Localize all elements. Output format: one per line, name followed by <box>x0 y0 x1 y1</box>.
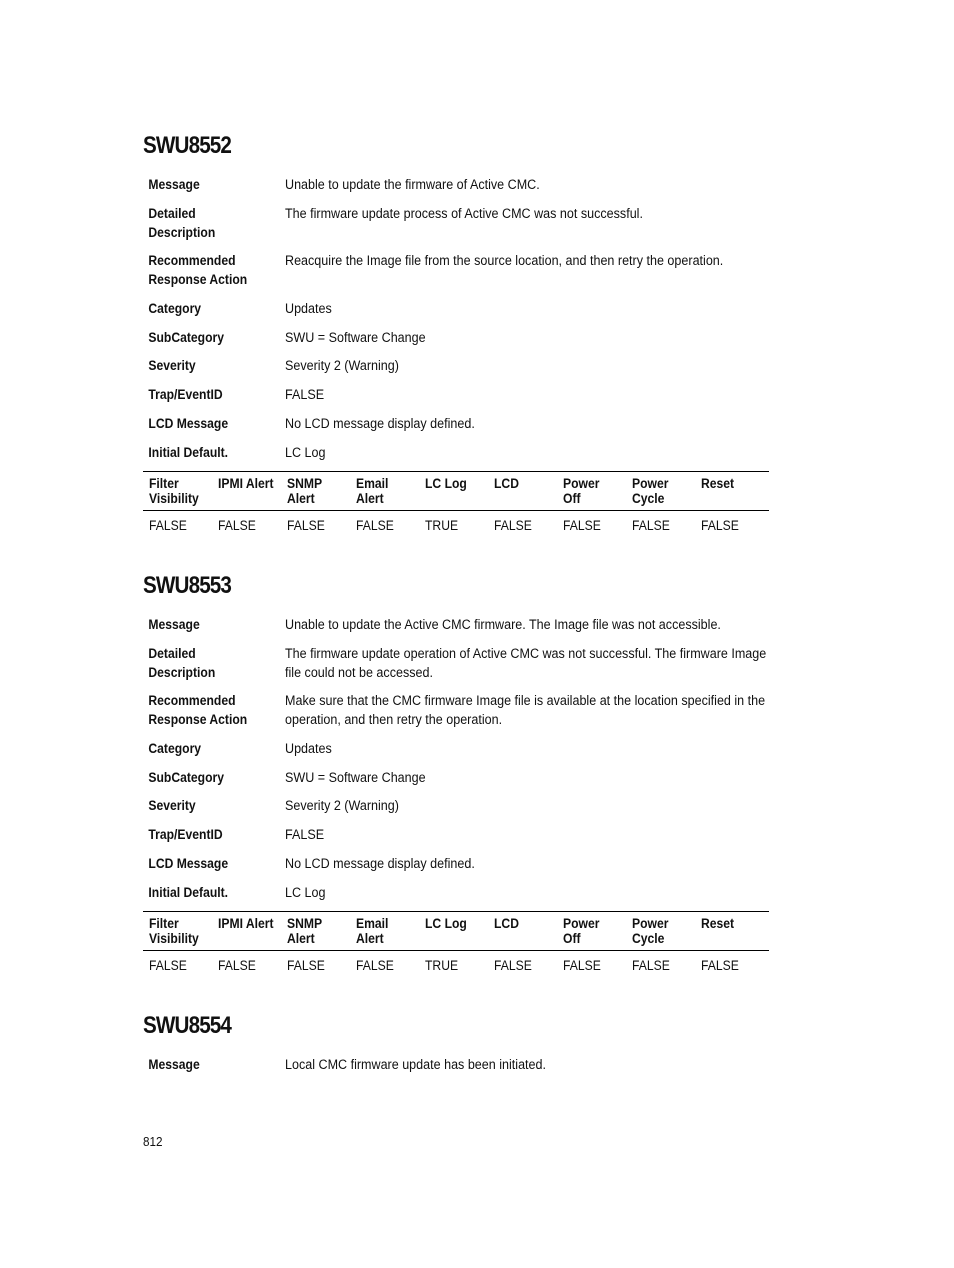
field-list <box>143 615 813 902</box>
field-label: Initial Default. <box>148 444 229 460</box>
field-value: Severity 2 (Warning) <box>285 798 399 814</box>
field-label: Detailed Description <box>148 205 216 240</box>
filter-value: FALSE <box>632 958 670 974</box>
filter-value: FALSE <box>356 518 394 534</box>
page-number: 812 <box>143 1134 163 1149</box>
field-label: Trap/EventID <box>148 387 223 403</box>
field-row <box>143 443 813 462</box>
field-row <box>143 1055 813 1074</box>
field-value: Reacquire the Image file from the source location, and then retry the operation. <box>285 253 724 269</box>
filter-header: LC Log <box>419 472 488 511</box>
field-row <box>143 356 813 375</box>
field-value: SWU = Software Change <box>285 769 426 785</box>
field-value: Make sure that the CMC firmware Image file is available at the location specified in the operation, and then retry the operation. <box>285 693 766 728</box>
filter-value: FALSE <box>563 958 601 974</box>
filter-value: FALSE <box>287 958 325 974</box>
section-title: SWU8552 <box>143 132 232 159</box>
filter-value-row <box>143 511 769 536</box>
filter-header: Power Cycle <box>626 472 695 511</box>
field-list <box>143 1055 813 1074</box>
field-value: Local CMC firmware update has been initiated. <box>285 1057 547 1072</box>
field-row <box>143 251 813 289</box>
field-row <box>143 204 813 242</box>
field-row <box>143 768 813 787</box>
field-row <box>143 796 813 815</box>
filter-header: Power Off <box>557 472 626 511</box>
field-label: SubCategory <box>148 769 225 785</box>
field-value: The firmware update operation of Active CMC was not successful. The firmware Image file could not be accessed. <box>285 645 767 680</box>
filter-value: FALSE <box>632 518 670 534</box>
field-value: Updates <box>285 301 332 317</box>
field-row <box>143 825 813 844</box>
field-label: LCD Message <box>148 855 229 871</box>
field-label: Message <box>148 617 200 632</box>
field-row <box>143 615 813 634</box>
filter-header: Reset <box>695 472 769 511</box>
filter-value: FALSE <box>218 518 256 534</box>
field-row <box>143 414 813 433</box>
field-value: Severity 2 (Warning) <box>285 358 399 374</box>
field-label: LCD Message <box>148 415 229 431</box>
field-row <box>143 385 813 404</box>
section-title: SWU8554 <box>143 1012 232 1039</box>
field-value: LC Log <box>285 444 326 460</box>
filter-table <box>143 471 769 535</box>
field-value: Unable to update the firmware of Active CMC. <box>285 177 540 192</box>
field-row <box>143 328 813 347</box>
field-row <box>143 644 813 682</box>
field-label: Recommended Response Action <box>148 253 248 288</box>
filter-header: IPMI Alert <box>212 472 281 511</box>
filter-header-row <box>143 472 769 511</box>
filter-value: TRUE <box>425 958 459 974</box>
filter-header: Filter Visibility <box>143 472 212 511</box>
filter-table <box>143 911 769 975</box>
filter-header: LCD <box>488 472 557 511</box>
field-value: LC Log <box>285 884 326 900</box>
filter-header: Filter Visibility <box>143 912 212 951</box>
field-value: SWU = Software Change <box>285 329 426 345</box>
field-label: Message <box>148 177 200 192</box>
section-swu8554 <box>143 1011 813 1084</box>
filter-header: IPMI Alert <box>212 912 281 951</box>
field-row <box>143 691 813 729</box>
field-label: SubCategory <box>148 329 225 345</box>
field-value: The firmware update process of Active CMC was not successful. <box>285 205 643 221</box>
filter-header: Power Off <box>557 912 626 951</box>
filter-header: LCD <box>488 912 557 951</box>
filter-value: FALSE <box>494 958 532 974</box>
filter-header: Reset <box>695 912 769 951</box>
filter-header: Power Cycle <box>626 912 695 951</box>
field-label: Category <box>148 741 202 757</box>
filter-value: FALSE <box>149 958 187 974</box>
filter-value: FALSE <box>701 518 739 534</box>
field-row <box>143 299 813 318</box>
field-value: Updates <box>285 741 332 757</box>
filter-header: LC Log <box>419 912 488 951</box>
field-label: Recommended Response Action <box>148 693 248 728</box>
filter-header: SNMP Alert <box>281 472 350 511</box>
filter-value: FALSE <box>494 518 532 534</box>
filter-header: SNMP Alert <box>281 912 350 951</box>
field-label: Trap/EventID <box>148 827 223 843</box>
field-row <box>143 175 813 194</box>
field-label: Category <box>148 301 202 317</box>
filter-value: FALSE <box>218 958 256 974</box>
filter-value: FALSE <box>563 518 601 534</box>
filter-header: Email Alert <box>350 472 419 511</box>
filter-value: FALSE <box>149 518 187 534</box>
filter-value-row <box>143 951 769 976</box>
filter-value: TRUE <box>425 518 459 534</box>
filter-header: Email Alert <box>350 912 419 951</box>
field-label: Severity <box>148 798 196 814</box>
field-row <box>143 883 813 902</box>
section-swu8553 <box>143 571 813 975</box>
field-row <box>143 739 813 758</box>
field-row <box>143 854 813 873</box>
field-value: No LCD message display defined. <box>285 415 475 431</box>
field-value: FALSE <box>285 387 325 403</box>
field-list <box>143 175 813 462</box>
filter-value: FALSE <box>287 518 325 534</box>
field-value: Unable to update the Active CMC firmware. The Image file was not accessible. <box>285 617 721 632</box>
section-title: SWU8553 <box>143 572 232 599</box>
field-label: Message <box>148 1057 200 1072</box>
field-label: Severity <box>148 358 196 374</box>
section-swu8552 <box>143 131 813 535</box>
filter-value: FALSE <box>701 958 739 974</box>
field-label: Initial Default. <box>148 884 229 900</box>
field-value: No LCD message display defined. <box>285 855 475 871</box>
field-value: FALSE <box>285 827 325 843</box>
filter-header-row <box>143 912 769 951</box>
filter-value: FALSE <box>356 958 394 974</box>
field-label: Detailed Description <box>148 645 216 680</box>
